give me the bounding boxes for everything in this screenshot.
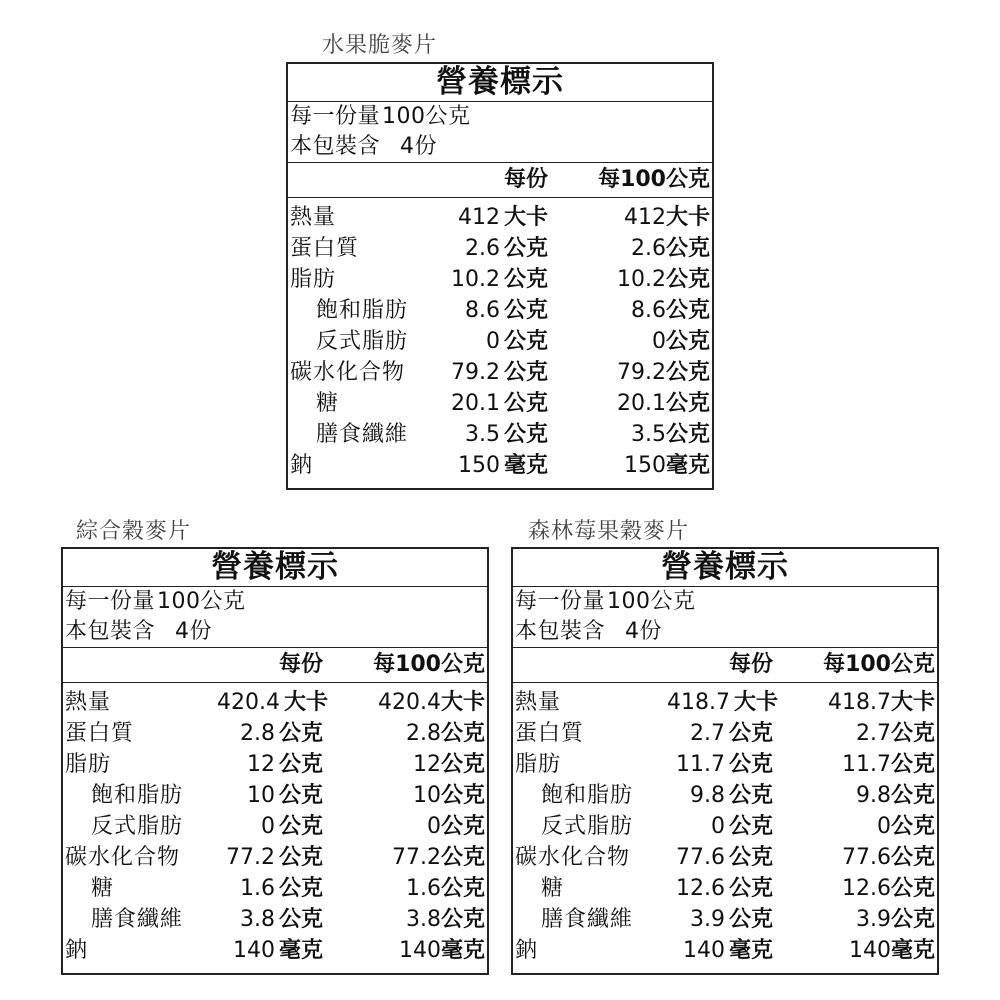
per-100g-value: 12 [412,752,441,777]
column-header [288,163,712,198]
per-serving-unit: 公克 [728,876,773,901]
nutrition-label-forest-berry [511,547,939,975]
per-serving-unit: 公克 [503,391,548,416]
nutrient-name: 糖 [541,876,565,901]
per-100g-header: 每100公克 [823,652,935,677]
per-100g-value: 2.8 [405,721,441,746]
per-100g-value: 418.7 [828,690,891,715]
per-100g-unit: 公克 [890,876,935,901]
nutrient-name: 熱量 [65,690,112,715]
per-100g-value: 77.6 [842,845,891,870]
per-serving-value: 0 [485,329,500,354]
per-serving-unit: 公克 [728,845,773,870]
per-serving-unit: 公克 [278,876,323,901]
per-100g-amount [327,780,487,811]
per-100g-value: 140 [398,938,441,963]
nutrient-name: 熱量 [515,690,562,715]
nutrient-row [513,811,937,842]
per-100g-amount [552,357,712,388]
nutrition-label-fruit-crisp [286,62,714,490]
per-serving-value: 0 [710,814,725,839]
per-serving-header: 每份 [728,652,773,677]
nutrient-row [288,419,712,450]
per-100g-unit: 公克 [890,907,935,932]
per-serving-amount [217,873,327,904]
per-100g-value: 10 [412,783,441,808]
per-serving-header: 每份 [503,167,548,192]
per-100g-value: 20.1 [617,391,666,416]
per-serving-value: 2.7 [689,721,725,746]
per-serving-value: 10 [246,783,275,808]
per-100g-amount [777,749,937,780]
servings-per-package-label: 本包裝含 [65,619,156,644]
per-100g-unit: 公克 [440,752,485,777]
per-100g-amount [777,780,937,811]
per-100g-amount [327,811,487,842]
per-100g-value: 1.6 [405,876,441,901]
per-serving-value: 8.6 [464,298,500,323]
nutrient-row [63,687,487,718]
product-name: 綜合穀麥片 [76,519,192,544]
per-100g-amount [777,842,937,873]
per-serving-unit: 公克 [728,783,773,808]
per-100g-amount [552,419,712,450]
per-serving-amount [442,264,552,295]
serving-size-label: 每一份量 [290,104,381,129]
per-100g-amount [327,842,487,873]
label-title: 營養標示 [63,549,487,587]
per-serving-amount [442,450,552,481]
per-100g-value: 412 [623,205,666,230]
per-100g-value: 9.8 [855,783,891,808]
nutrient-name: 鈉 [290,453,314,478]
per-100g-amount [327,904,487,935]
nutrient-row [63,780,487,811]
nutrient-rows [63,687,487,966]
nutrient-row [288,264,712,295]
per-100g-header: 每100公克 [598,167,710,192]
per-serving-amount [442,326,552,357]
per-100g-value: 2.7 [855,721,891,746]
nutrient-name: 膳食纖維 [316,422,409,447]
per-serving-unit: 毫克 [503,453,548,478]
per-100g-unit: 公克 [890,845,935,870]
per-serving-unit: 公克 [503,236,548,261]
per-100g-unit: 公克 [440,783,485,808]
label-title: 營養標示 [513,549,937,587]
nutrient-name: 飽和脂肪 [91,783,184,808]
label-title: 營養標示 [288,64,712,102]
per-100g-unit: 公克 [890,783,935,808]
nutrient-row [513,687,937,718]
per-100g-value: 79.2 [617,360,666,385]
per-100g-unit: 公克 [665,298,710,323]
per-serving-value: 418.7 [667,690,730,715]
per-serving-amount [442,357,552,388]
per-serving-value: 420.4 [217,690,280,715]
per-serving-unit: 公克 [278,752,323,777]
per-100g-unit: 大卡 [440,690,485,715]
per-100g-unit: 大卡 [665,205,710,230]
per-100g-value: 77.2 [392,845,441,870]
nutrient-name: 鈉 [515,938,539,963]
column-header [63,648,487,683]
per-serving-unit: 公克 [503,298,548,323]
per-serving-value: 150 [457,453,500,478]
per-serving-value: 20.1 [451,391,500,416]
per-serving-amount [217,935,327,966]
nutrient-row [288,202,712,233]
per-100g-amount [552,450,712,481]
servings-per-package-value: 4份 [400,134,438,159]
per-100g-unit: 公克 [890,721,935,746]
per-serving-value: 140 [232,938,275,963]
per-100g-unit: 毫克 [890,938,935,963]
per-100g-amount [552,388,712,419]
per-serving-value: 3.9 [689,907,725,932]
per-serving-header: 每份 [278,652,323,677]
nutrient-name: 反式脂肪 [541,814,634,839]
per-serving-value: 2.8 [239,721,275,746]
per-serving-value: 140 [682,938,725,963]
nutrient-row [513,718,937,749]
per-100g-amount [552,295,712,326]
per-serving-amount [667,811,777,842]
per-100g-amount [777,687,937,718]
per-100g-amount [327,873,487,904]
per-100g-value: 3.5 [630,422,666,447]
per-100g-unit: 公克 [440,721,485,746]
per-100g-value: 420.4 [378,690,441,715]
servings-per-package-value: 4份 [625,619,663,644]
serving-size-label: 每一份量 [515,589,606,614]
nutrient-row [63,842,487,873]
per-100g-unit: 公克 [665,360,710,385]
per-serving-amount [667,780,777,811]
per-100g-amount [552,326,712,357]
per-serving-unit: 公克 [278,845,323,870]
per-100g-value: 0 [426,814,441,839]
nutrition-label-mixed-grain [61,547,489,975]
nutrient-name: 熱量 [290,205,337,230]
per-serving-amount [667,904,777,935]
serving-size [513,587,937,617]
nutrient-name: 蛋白質 [290,236,360,261]
serving-size [288,102,712,132]
per-serving-amount [667,718,777,749]
nutrient-rows [288,202,712,481]
per-serving-unit: 公克 [278,721,323,746]
nutrient-name: 反式脂肪 [316,329,409,354]
per-100g-amount [327,687,487,718]
per-100g-unit: 公克 [440,907,485,932]
per-100g-value: 0 [876,814,891,839]
per-100g-value: 3.8 [405,907,441,932]
per-100g-unit: 公克 [665,329,710,354]
per-100g-amount [777,718,937,749]
per-serving-amount [217,780,327,811]
per-100g-amount [327,749,487,780]
servings-per-package [513,617,937,648]
per-100g-unit: 公克 [440,845,485,870]
per-serving-value: 1.6 [239,876,275,901]
per-serving-unit: 公克 [503,360,548,385]
per-serving-amount [667,935,777,966]
per-serving-value: 12 [246,752,275,777]
per-serving-unit: 公克 [503,422,548,447]
per-serving-value: 2.6 [464,236,500,261]
serving-size-value: 100公克 [157,589,246,614]
nutrient-row [288,295,712,326]
per-100g-unit: 公克 [665,267,710,292]
servings-per-package [288,132,712,163]
nutrient-row [63,904,487,935]
per-100g-amount [552,202,712,233]
per-serving-amount [217,842,327,873]
per-100g-unit: 公克 [440,814,485,839]
per-100g-header: 每100公克 [373,652,485,677]
product-name: 森林莓果穀麥片 [528,519,690,544]
nutrient-row [63,718,487,749]
per-100g-unit: 公克 [440,876,485,901]
per-serving-amount [442,419,552,450]
per-100g-unit: 公克 [890,814,935,839]
per-serving-unit: 公克 [278,783,323,808]
per-serving-unit: 大卡 [503,205,548,230]
per-serving-amount [667,687,777,718]
per-serving-value: 0 [260,814,275,839]
nutrient-row [288,326,712,357]
nutrient-name: 脂肪 [65,752,112,777]
per-serving-value: 10.2 [451,267,500,292]
per-100g-amount [777,873,937,904]
per-100g-unit: 毫克 [665,453,710,478]
per-serving-unit: 公克 [503,267,548,292]
per-serving-value: 77.2 [226,845,275,870]
per-100g-value: 3.9 [855,907,891,932]
per-serving-value: 412 [457,205,500,230]
per-serving-unit: 大卡 [733,690,778,715]
per-serving-unit: 公克 [728,907,773,932]
nutrient-name: 糖 [91,876,115,901]
nutrient-row [513,842,937,873]
per-serving-amount [442,202,552,233]
per-serving-amount [667,749,777,780]
per-serving-value: 77.6 [676,845,725,870]
per-serving-amount [667,842,777,873]
per-100g-amount [327,718,487,749]
nutrient-row [288,233,712,264]
nutrient-row [63,811,487,842]
per-100g-unit: 公克 [665,391,710,416]
serving-size-label: 每一份量 [65,589,156,614]
per-100g-value: 2.6 [630,236,666,261]
nutrient-name: 飽和脂肪 [541,783,634,808]
per-serving-amount [217,749,327,780]
nutrient-name: 蛋白質 [515,721,585,746]
nutrient-row [63,873,487,904]
nutrient-name: 飽和脂肪 [316,298,409,323]
serving-size-value: 100公克 [382,104,471,129]
per-serving-unit: 大卡 [283,690,328,715]
serving-size [63,587,487,617]
per-100g-value: 10.2 [617,267,666,292]
per-100g-unit: 公克 [665,422,710,447]
per-serving-amount [217,687,327,718]
per-serving-amount [217,811,327,842]
per-serving-unit: 公克 [278,814,323,839]
nutrient-row [63,749,487,780]
nutrient-row [513,749,937,780]
per-100g-amount [777,811,937,842]
per-serving-unit: 公克 [278,907,323,932]
per-100g-amount [777,935,937,966]
per-100g-unit: 毫克 [440,938,485,963]
nutrient-name: 碳水化合物 [515,845,631,870]
per-serving-amount [442,388,552,419]
serving-size-value: 100公克 [607,589,696,614]
per-serving-unit: 毫克 [728,938,773,963]
per-100g-unit: 公克 [890,752,935,777]
per-100g-value: 0 [651,329,666,354]
per-100g-amount [327,935,487,966]
servings-per-package-label: 本包裝含 [290,134,381,159]
per-100g-value: 140 [848,938,891,963]
nutrient-row [288,388,712,419]
nutrient-name: 鈉 [65,938,89,963]
per-100g-unit: 公克 [665,236,710,261]
servings-per-package-label: 本包裝含 [515,619,606,644]
nutrient-row [513,904,937,935]
nutrient-name: 膳食纖維 [541,907,634,932]
nutrient-name: 蛋白質 [65,721,135,746]
nutrient-name: 脂肪 [290,267,337,292]
per-serving-unit: 公克 [503,329,548,354]
per-serving-unit: 公克 [728,752,773,777]
per-serving-value: 9.8 [689,783,725,808]
per-serving-amount [442,295,552,326]
per-100g-value: 11.7 [842,752,891,777]
per-serving-amount [442,233,552,264]
per-serving-value: 11.7 [676,752,725,777]
per-100g-value: 12.6 [842,876,891,901]
per-serving-value: 12.6 [676,876,725,901]
nutrient-name: 脂肪 [515,752,562,777]
per-100g-amount [777,904,937,935]
nutrient-rows [513,687,937,966]
per-serving-amount [217,718,327,749]
per-serving-value: 3.5 [464,422,500,447]
nutrient-name: 碳水化合物 [65,845,181,870]
per-serving-amount [217,904,327,935]
per-serving-unit: 公克 [728,721,773,746]
per-100g-unit: 大卡 [890,690,935,715]
servings-per-package-value: 4份 [175,619,213,644]
product-name: 水果脆麥片 [322,33,438,58]
nutrient-row [513,780,937,811]
per-serving-value: 79.2 [451,360,500,385]
nutrient-row [513,935,937,966]
nutrient-row [513,873,937,904]
per-serving-unit: 毫克 [278,938,323,963]
nutrient-name: 膳食纖維 [91,907,184,932]
per-100g-amount [552,233,712,264]
per-serving-value: 3.8 [239,907,275,932]
servings-per-package [63,617,487,648]
nutrient-row [288,357,712,388]
per-serving-amount [667,873,777,904]
nutrient-name: 碳水化合物 [290,360,406,385]
per-100g-value: 8.6 [630,298,666,323]
nutrient-row [63,935,487,966]
per-100g-amount [552,264,712,295]
nutrient-row [288,450,712,481]
per-100g-value: 150 [623,453,666,478]
nutrient-name: 糖 [316,391,340,416]
column-header [513,648,937,683]
per-serving-unit: 公克 [728,814,773,839]
nutrient-name: 反式脂肪 [91,814,184,839]
